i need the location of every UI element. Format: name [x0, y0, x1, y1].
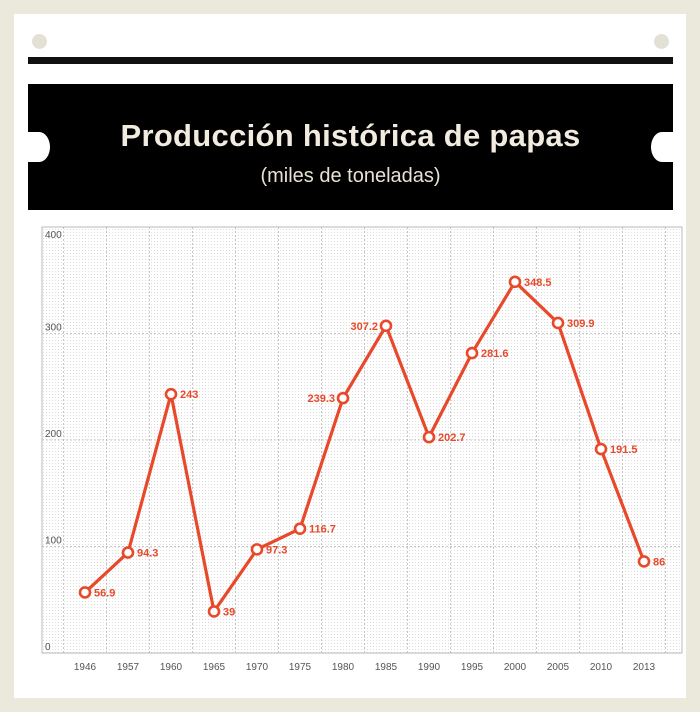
x-tick-label: 2005: [546, 662, 570, 673]
data-label: 39: [223, 606, 236, 619]
data-point: [123, 548, 133, 558]
chart-title: Producción histórica de papas: [120, 118, 581, 153]
x-tick-label: 1975: [288, 662, 312, 673]
x-tick-label: 1995: [460, 662, 484, 673]
data-point: [338, 393, 348, 403]
x-tick-label: 1957: [116, 662, 140, 673]
data-label: 97.3: [266, 544, 288, 557]
data-label: 239.3: [307, 393, 335, 406]
data-point: [252, 544, 262, 554]
x-tick-label: 1970: [245, 662, 269, 673]
data-point: [553, 318, 563, 328]
y-tick-label: 400: [45, 230, 62, 241]
y-tick-label: 0: [45, 642, 51, 653]
x-tick-label: 1960: [159, 662, 183, 673]
x-tick-label: 2000: [503, 662, 527, 673]
data-point: [80, 587, 90, 597]
data-point: [381, 321, 391, 331]
data-point: [424, 432, 434, 442]
y-tick-label: 200: [45, 429, 62, 440]
data-label: 309.9: [567, 317, 595, 330]
data-label: 243: [180, 389, 199, 402]
pin-right: [654, 34, 669, 49]
data-label: 281.6: [481, 348, 509, 361]
y-tick-label: 100: [45, 535, 62, 547]
x-tick-label: 1990: [417, 662, 441, 673]
data-label: 56.9: [94, 587, 116, 600]
x-tick-label: 1980: [331, 662, 355, 673]
data-label: 191.5: [610, 444, 638, 457]
data-label: 94.3: [137, 547, 159, 560]
top-divider: [28, 57, 673, 64]
data-point: [295, 524, 305, 534]
title-banner: [28, 84, 673, 210]
data-point: [166, 389, 176, 399]
card: [14, 14, 686, 698]
data-label: 348.5: [524, 276, 552, 289]
chart-subtitle: (miles de toneladas): [260, 165, 441, 187]
y-tick-label: 300: [45, 322, 62, 334]
x-tick-label: 1946: [73, 662, 97, 673]
x-tick-label: 2010: [589, 662, 613, 673]
x-tick-label: 1965: [202, 662, 226, 673]
data-label: 116.7: [309, 523, 336, 536]
line-chart: [28, 214, 688, 684]
data-label: 202.7: [438, 432, 466, 445]
data-point: [209, 606, 219, 616]
data-label: 86: [653, 556, 666, 569]
data-point: [639, 556, 649, 566]
data-point: [467, 348, 477, 358]
data-label: 307.2: [350, 320, 378, 333]
data-point: [596, 444, 606, 454]
data-point: [510, 277, 520, 287]
x-tick-label: 1985: [374, 662, 398, 673]
pin-left: [32, 34, 47, 49]
x-tick-label: 2013: [632, 662, 656, 673]
